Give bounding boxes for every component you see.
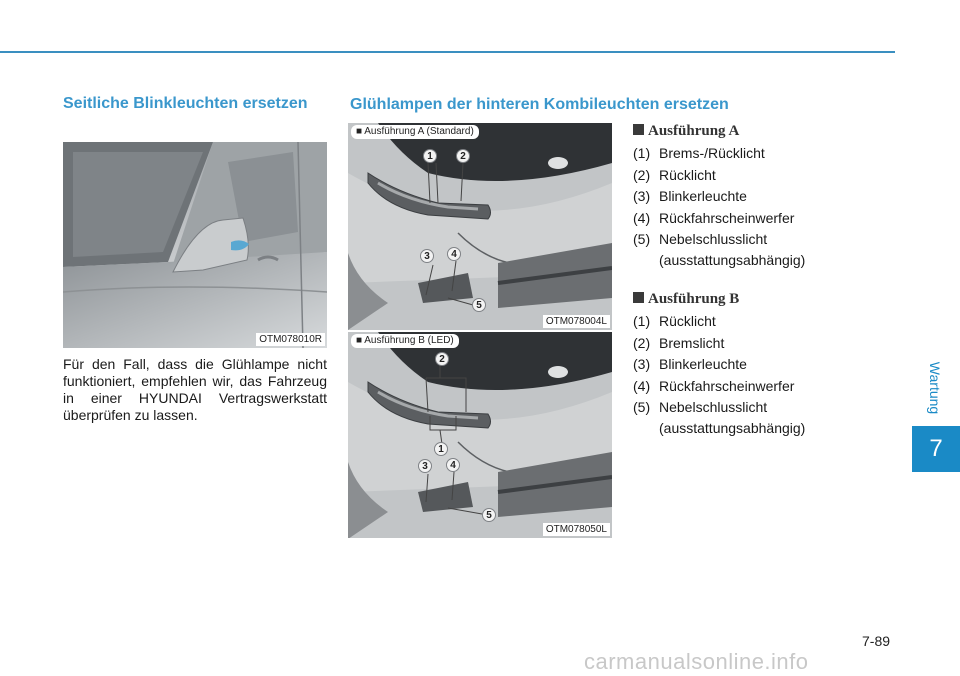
figure-code-left: OTM078010R bbox=[256, 333, 325, 346]
callout-3: 3 bbox=[420, 249, 434, 263]
watermark: carmanualsonline.info bbox=[584, 649, 809, 674]
side-indicator-instructions: Für den Fall, dass die Glühlampe nicht funktioniert, empfehlen wir, das Fahrzeug in einer HYUNDAI Vertragswerkstatt überprüfen zu lassen. bbox=[63, 356, 327, 423]
callout-2: 2 bbox=[435, 352, 449, 366]
legend-item: (2) Rücklicht bbox=[633, 166, 716, 183]
callout-5: 5 bbox=[482, 508, 496, 522]
legend-item: (1) Brems-/Rücklicht bbox=[633, 145, 765, 161]
chapter-side-label bbox=[915, 340, 955, 435]
section-title-rear-lamps: Glühlampen der hinteren Kombileuchten ersetzen bbox=[350, 96, 729, 113]
legend-item: (3) Blinkerleuchte bbox=[633, 356, 747, 372]
legend-item: (4) Rückfahrscheinwerfer bbox=[633, 377, 795, 394]
section-title-side-indicator: Seitliche Blinkleuchten ersetzen bbox=[63, 95, 308, 112]
callout-4: 4 bbox=[446, 458, 460, 472]
rear-lamp-figure-a bbox=[348, 123, 612, 330]
figure-code-a: OTM078004L bbox=[543, 315, 610, 328]
figure-a-label: ■ Ausführung A (Standard) bbox=[351, 125, 479, 139]
callout-2: 2 bbox=[456, 149, 470, 163]
legend-version-a bbox=[633, 122, 873, 269]
legend-item: (5) Nebelschlusslicht (ausstattungsabhängig) bbox=[633, 231, 806, 268]
legend-a-heading: Ausführung A bbox=[633, 122, 873, 140]
legend-item: (2) Bremslicht bbox=[633, 334, 725, 351]
square-bullet-icon bbox=[633, 124, 644, 135]
top-rule bbox=[0, 51, 895, 53]
callout-1: 1 bbox=[423, 149, 437, 163]
callout-4: 4 bbox=[447, 247, 461, 261]
figure-code-b: OTM078050L bbox=[543, 523, 610, 536]
chapter-number-tab: 7 bbox=[912, 426, 960, 472]
figure-b-label: ■ Ausführung B (LED) bbox=[351, 334, 459, 348]
legend-version-b bbox=[633, 290, 873, 437]
legend-item: (5) Nebelschlusslicht (ausstattungsabhängig) bbox=[633, 399, 806, 436]
legend-b-heading: Ausführung B bbox=[633, 290, 873, 308]
callout-5: 5 bbox=[472, 298, 486, 312]
rear-lamp-figure-b bbox=[348, 332, 612, 538]
square-bullet-icon bbox=[633, 292, 644, 303]
side-mirror-illustration bbox=[63, 142, 327, 348]
legend-item: (1) Rücklicht bbox=[633, 313, 716, 329]
legend-item: (4) Rückfahrscheinwerfer bbox=[633, 209, 795, 226]
callout-3: 3 bbox=[418, 459, 432, 473]
legend-item: (3) Blinkerleuchte bbox=[633, 188, 747, 204]
side-mirror-figure bbox=[63, 142, 327, 348]
chapter-name: Wartung bbox=[927, 361, 944, 414]
page-number: 7-89 bbox=[862, 633, 891, 649]
callout-1: 1 bbox=[434, 442, 448, 456]
callout-leaders-b bbox=[348, 332, 612, 538]
